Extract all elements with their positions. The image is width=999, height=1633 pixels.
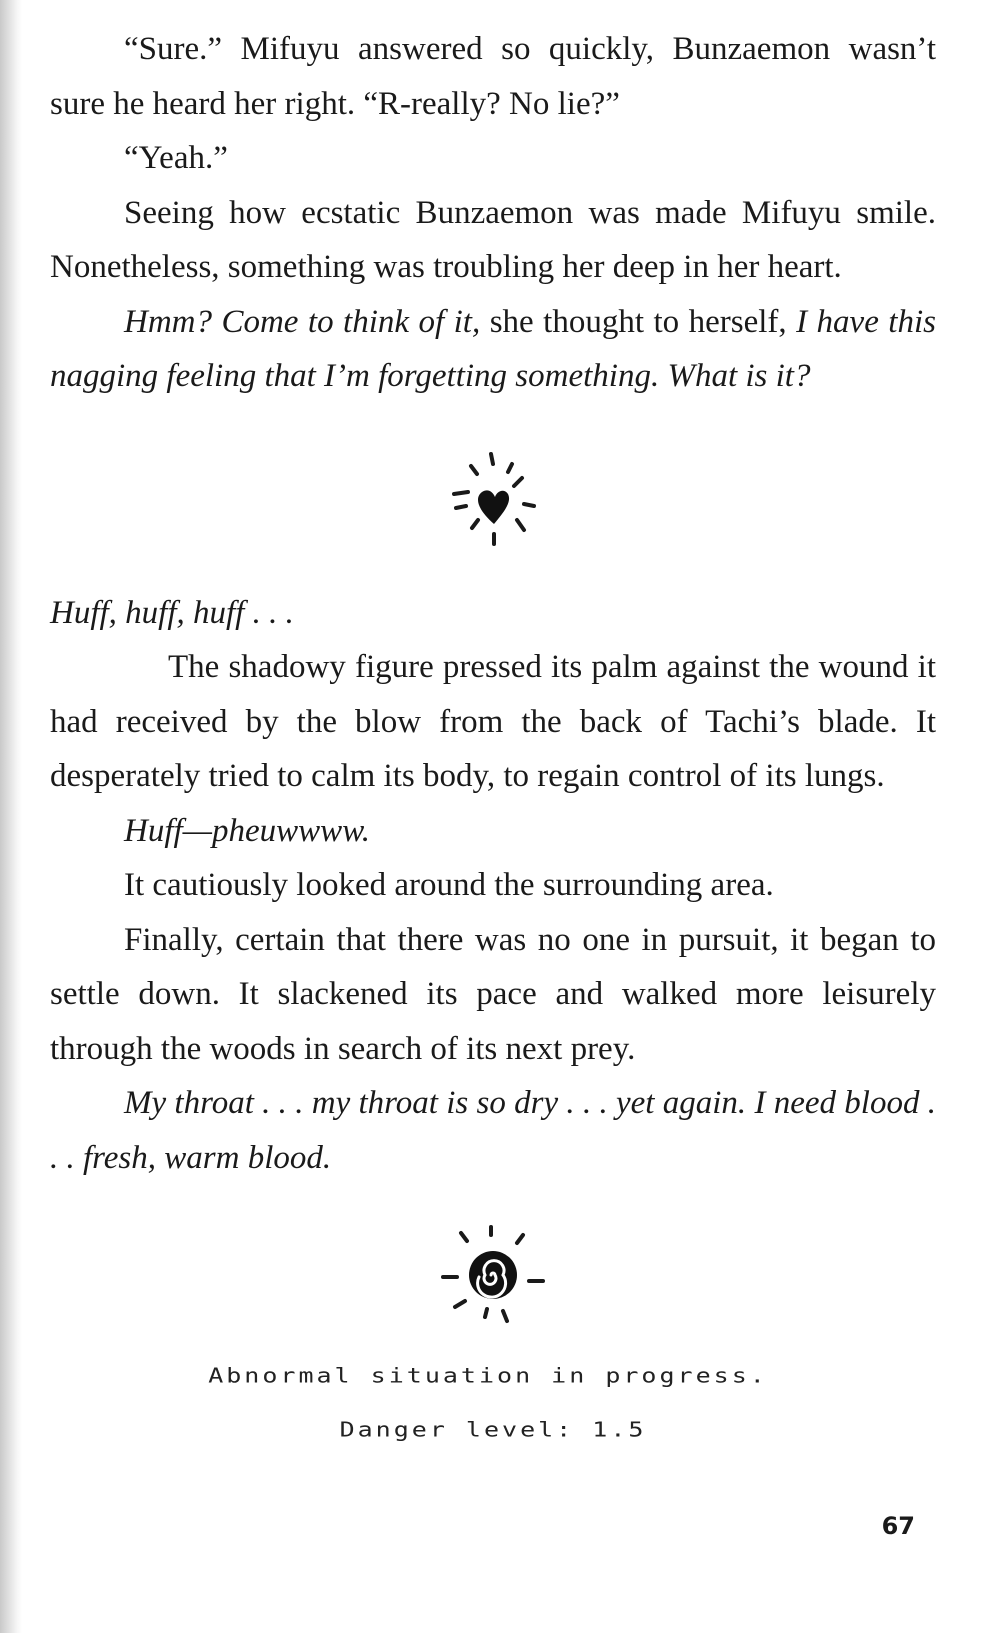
paragraph-thought	[50, 295, 936, 404]
status-line-situation: Abnormal situation in progress.	[208, 1363, 768, 1388]
paragraph-shadowy-figure: The shadowy figure pressed its palm against the wound it had received by the blow from the back of Tachi’s blade. It desperately tried to calm its body, to regain control of its lungs.	[50, 649, 936, 794]
page-gutter-shadow	[0, 0, 22, 1633]
page-number: 67	[881, 1512, 915, 1540]
book-page	[50, 22, 936, 1457]
spiral-sun-icon	[433, 1221, 553, 1331]
heart-burst-icon	[438, 444, 548, 556]
status-line-danger-level: Danger level: 1.5	[339, 1417, 647, 1442]
paragraph-finally: Finally, certain that there was no one in pursuit, it began to settle down. It slackened its pace and walked more leisurely through the woods in search of its next prey.	[50, 921, 936, 1067]
paragraph-throat: My throat . . . my throat is so dry . . . yet again. I need blood . . . fresh, warm blood.	[50, 1085, 936, 1176]
thought-italic-c: I have this nagging feeling that I’m forgetting something. What is it?	[50, 303, 936, 394]
paragraph-huff: Huff, huff, huff . . .	[50, 594, 294, 631]
thought-italic-a: Hmm? Come to think of it,	[124, 303, 481, 340]
paragraph-yeah: “Yeah.”	[124, 140, 228, 176]
thought-plain: she thought to herself,	[480, 303, 797, 340]
paragraph-pheuw: Huff—pheuwwww.	[124, 812, 371, 849]
paragraph-ecstatic: Seeing how ecstatic Bunzaemon was made Mifuyu smile. Nonetheless, something was troubling her deep in her heart.	[50, 194, 936, 285]
paragraph-cautiously: It cautiously looked around the surrounding area.	[124, 867, 774, 903]
paragraph-sure: “Sure.” Mifuyu answered so quickly, Bunzaemon wasn’t sure he heard her right. “R-really? No lie?”	[50, 31, 936, 122]
